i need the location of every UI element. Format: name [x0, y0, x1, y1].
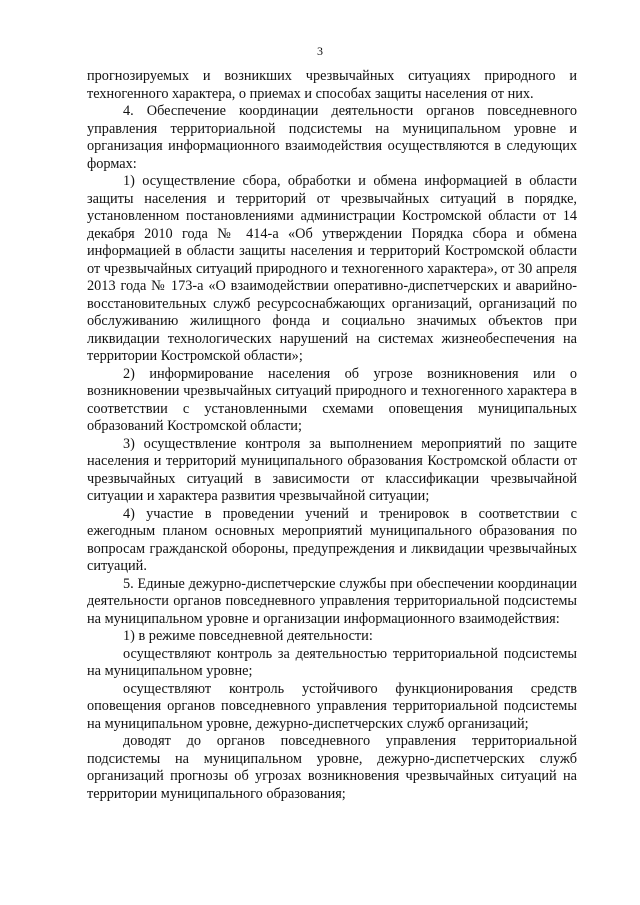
- paragraph-2: 4. Обеспечение координации деятельности органов повседневного управления территориальной подсистемы на муниципальном уровне и организация информационного взаимодействия осуществляются в следующих формах:: [87, 103, 577, 172]
- paragraph-4: 2) информирование населения об угрозе возникновения или о возникновении чрезвычайных ситуаций природного и техногенного характера в соответствии с установленными схемами оповещения муниципальных образований Костромской области;: [87, 365, 577, 434]
- document-body: [87, 68, 577, 803]
- paragraph-10: осуществляют контроль устойчивого функционирования средств оповещения органов повседневного управления территориальной подсистемы на муниципальном уровне, дежурно-диспетчерских служб организаций;: [87, 680, 577, 732]
- paragraph-7: 5. Единые дежурно-диспетчерские службы при обеспечении координации деятельности органов повседневного управления территориальной подсистемы на муниципальном уровне и организации информационного взаимодействия:: [87, 575, 577, 627]
- paragraph-11: доводят до органов повседневного управления территориальной подсистемы на муниципальном уровне, дежурно-диспетчерских служб организаций прогнозы об угрозах возникновения чрезвычайных ситуаций на территории муниципального образования;: [87, 733, 577, 802]
- paragraph-8: 1) в режиме повседневной деятельности:: [123, 628, 373, 644]
- paragraph-1: прогнозируемых и возникших чрезвычайных ситуациях природного и техногенного характера, о приемах и способах защиты населения от них.: [87, 68, 577, 102]
- paragraph-5: 3) осуществление контроля за выполнением мероприятий по защите населения и территорий муниципального образования Костромской области от чрезвычайных ситуаций в зависимости от классификации чрезвычайной ситуации и характера развития чрезвычайной ситуации;: [87, 435, 577, 504]
- paragraph-9: осуществляют контроль за деятельностью территориальной подсистемы на муниципальном уровне;: [87, 645, 577, 679]
- page-number: 3: [317, 44, 323, 58]
- paragraph-3: 1) осуществление сбора, обработки и обмена информацией в области защиты населения и территорий от чрезвычайных ситуаций в порядке, установленном постановлениями администрации Костромской области от 14 декабря 2010 года № 414-а «Об утверждении Порядка сбора и обмена информацией в области защиты населения и территорий Костромской области от чрезвычайных ситуаций природного и техногенного характера», от 30 апреля 2013 года № 173-а «О взаимодействии оперативно-диспетчерских и аварийно-восстановительных служб ресурсоснабжающих организаций, организаций по обслуживанию жилищного фонда и социально значимых объектов при ликвидации технологических нарушений на системах жизнеобеспечения на территории Костромской области»;: [87, 173, 577, 364]
- paragraph-6: 4) участие в проведении учений и тренировок в соответствии с ежегодным планом основных мероприятий муниципального образования по вопросам гражданской обороны, предупреждения и ликвидации чрезвычайных ситуаций.: [87, 505, 577, 574]
